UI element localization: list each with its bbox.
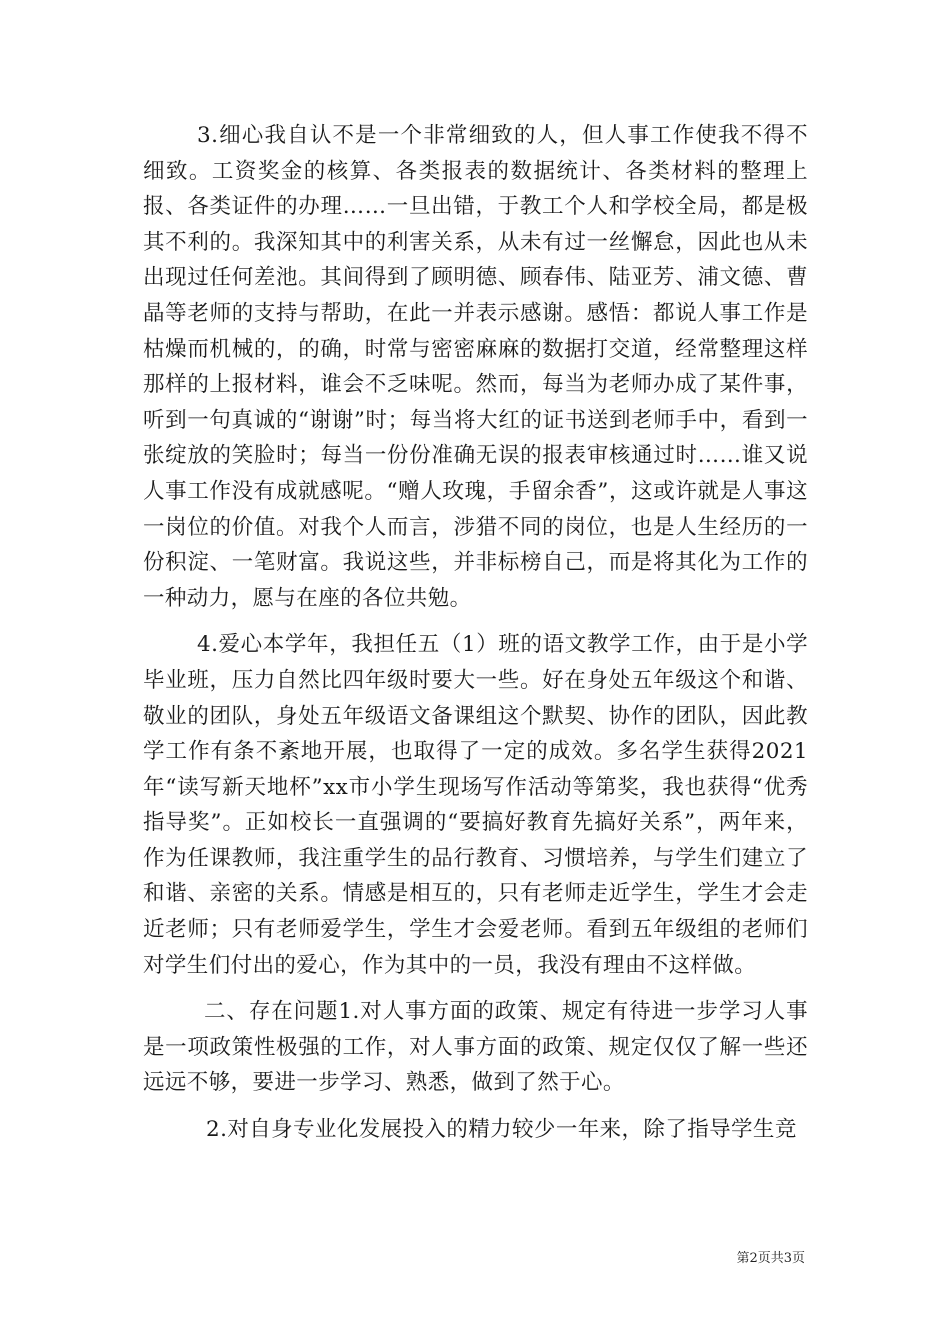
document-body	[143, 118, 808, 1148]
paragraph-carefulness: 3.细心我自认不是一个非常细致的人，但人事工作使我不得不细致。工资奖金的核算、各类报表的数据统计、各类材料的整理上报、各类证件的办理……一旦出错，于教工个人和学校全局，都是极其不利的。我深知其中的利害关系，从未有过一丝懈怠，因此也从未出现过任何差池。其间得到了顾明德、顾春伟、陆亚芳、浦文德、曹晶等老师的支持与帮助，在此一并表示感谢。感悟：都说人事工作是枯燥而机械的，的确，时常与密密麻麻的数据打交道，经常整理这样那样的上报材料，谁会不乏味呢。然而，每当为老师办成了某件事，听到一句真诚的“谢谢”时；每当将大红的证书送到老师手中，看到一张绽放的笑脸时；每当一份份准确无误的报表审核通过时……谁又说人事工作没有成就感呢。“赠人玫瑰，手留余香”，这或许就是人事这一岗位的价值。对我个人而言，涉猎不同的岗位，也是人生经历的一份积淀、一笔财富。我说这些，并非标榜自己，而是将其化为工作的一种动力，愿与在座的各位共勉。	[143, 123, 808, 611]
paragraph-love: 4.爱心本学年，我担任五（1）班的语文教学工作，由于是小学毕业班，压力自然比四年级时要大一些。好在身处五年级这个和谐、敬业的团队，身处五年级语文备课组这个默契、协作的团队，因此教学工作有条不紊地开展，也取得了一定的成效。多名学生获得2021年“读写新天地杯”xx市小学生现场写作活动等第奖，我也获得“优秀指导奖”。正如校长一直强调的“要搞好教育先搞好关系”，两年来，作为任课教师，我注重学生的品行教育、习惯培养，与学生们建立了和谐、亲密的关系。情感是相互的，只有老师走近学生，学生才会走近老师；只有老师爱学生，学生才会爱老师。看到五年级组的老师们对学生们付出的爱心，作为其中的一员，我没有理由不这样做。	[143, 632, 808, 978]
paragraph-problems: 二、存在问题1.对人事方面的政策、规定有待进一步学习人事是一项政策性极强的工作，对人事方面的政策、规定仅仅了解一些还远远不够，要进一步学习、熟悉，做到了然于心。	[143, 999, 808, 1096]
paragraph-professional-development: 2.对自身专业化发展投入的精力较少一年来，除了指导学生竞	[206, 1117, 797, 1143]
page-number: 第2页共3页	[736, 1251, 805, 1266]
